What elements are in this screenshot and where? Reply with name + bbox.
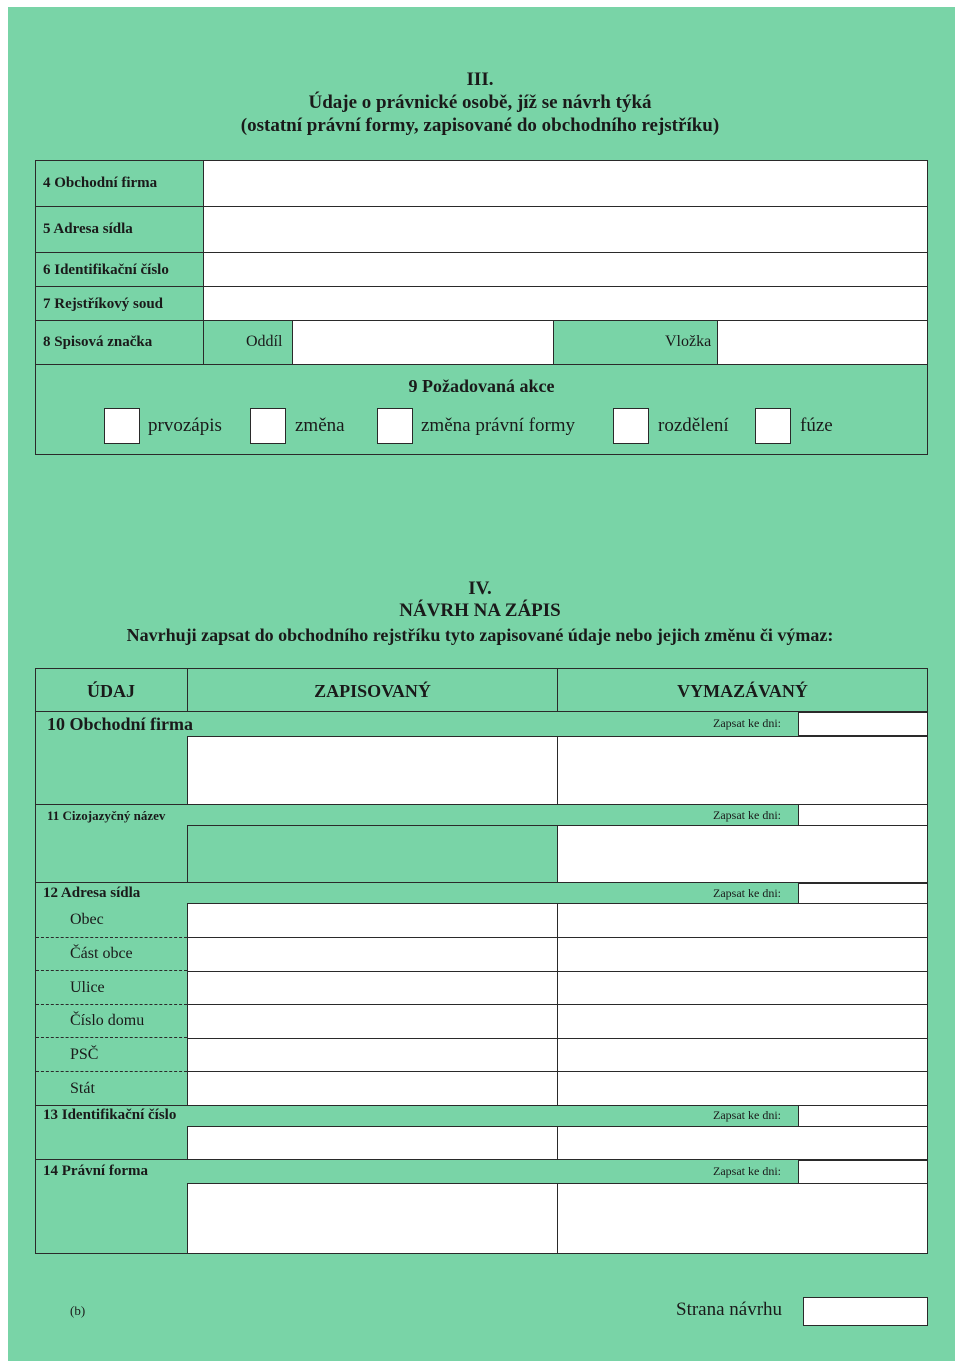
identifikacni-cislo-field[interactable] <box>204 253 927 286</box>
ulice-label: Ulice <box>70 979 105 996</box>
cast-obce-zapisovany-field[interactable] <box>187 937 558 972</box>
row-8-label: 8 Spisová značka <box>43 334 153 350</box>
form-code: (b) <box>70 1303 86 1318</box>
section-3-subtitle: (ostatní právní formy, zapisované do obchodního rejstříku) <box>240 115 720 136</box>
rozdeleni-checkbox[interactable] <box>613 408 649 444</box>
header-zapisovany: ZAPISOVANÝ <box>314 681 431 701</box>
zapsat-label-11: Zapsat ke dni: <box>713 808 781 822</box>
ulice-vymazavany-field[interactable] <box>557 971 928 1005</box>
obec-zapisovany-field[interactable] <box>187 903 558 938</box>
zapsat-date-14[interactable] <box>798 1160 928 1184</box>
zapsat-label-10: Zapsat ke dni: <box>713 716 781 730</box>
fuze-label: fúze <box>800 415 833 436</box>
vlozka-field[interactable] <box>718 321 927 364</box>
section-4-numeral: IV. <box>468 578 492 599</box>
item-13-zapisovany-field[interactable] <box>187 1126 558 1160</box>
row-5-label: 5 Adresa sídla <box>43 221 133 237</box>
item-14-zapisovany-field[interactable] <box>187 1183 558 1254</box>
row-7-label: 7 Rejstříkový soud <box>43 296 164 312</box>
stat-label: Stát <box>70 1080 95 1097</box>
item-13-vymazavany-field[interactable] <box>557 1126 928 1160</box>
obchodni-firma-field[interactable] <box>204 161 927 206</box>
section-3-numeral: III. <box>466 69 494 90</box>
cislo-domu-label: Číslo domu <box>70 1012 145 1029</box>
zmena-checkbox[interactable] <box>250 408 286 444</box>
item-11-label: 11 Cizojazyčný název <box>47 808 166 823</box>
cislo-domu-vymazavany-field[interactable] <box>557 1004 928 1039</box>
cislo-domu-zapisovany-field[interactable] <box>187 1004 558 1039</box>
header-vymazavany: VYMAZÁVANÝ <box>677 681 808 701</box>
rejstrikovy-soud-field[interactable] <box>204 287 927 320</box>
fuze-checkbox[interactable] <box>755 408 791 444</box>
zapsat-label-14: Zapsat ke dni: <box>713 1164 781 1178</box>
item-13-label: 13 Identifikační číslo <box>43 1107 177 1123</box>
psc-zapisovany-field[interactable] <box>187 1038 558 1072</box>
item-11-zapisovany-field[interactable] <box>187 825 558 883</box>
zapsat-date-10[interactable] <box>798 712 928 736</box>
item-14-label: 14 Právní forma <box>43 1163 148 1179</box>
zapsat-label-12: Zapsat ke dni: <box>713 886 781 900</box>
adresa-sidla-field[interactable] <box>204 207 927 252</box>
zapsat-label-13: Zapsat ke dni: <box>713 1108 781 1122</box>
ulice-zapisovany-field[interactable] <box>187 971 558 1005</box>
zapsat-date-12[interactable] <box>798 883 928 904</box>
obec-label: Obec <box>70 911 104 928</box>
item-10-label: 10 Obchodní firma <box>47 714 194 734</box>
page-number-label: Strana návrhu <box>676 1299 783 1320</box>
item-10-zapisovany-field[interactable] <box>187 736 558 805</box>
page-number-field[interactable] <box>803 1297 928 1326</box>
oddil-label: Oddíl <box>246 333 283 350</box>
prvozapis-label: prvozápis <box>148 415 222 436</box>
vlozka-label: Vložka <box>665 333 712 350</box>
item-11-vymazavany-field[interactable] <box>557 825 928 883</box>
item-12-label: 12 Adresa sídla <box>43 885 141 901</box>
zapsat-date-11[interactable] <box>798 804 928 826</box>
row-6-label: 6 Identifikační číslo <box>43 262 169 278</box>
section-4-intro: Navrhuji zapsat do obchodního rejstříku tyto zapisované údaje nebo jejich změnu či výmaz: <box>126 625 834 645</box>
row-4-label: 4 Obchodní firma <box>43 175 158 191</box>
item-10-vymazavany-field[interactable] <box>557 736 928 805</box>
prvozapis-checkbox[interactable] <box>104 408 140 444</box>
zmena-pravni-formy-label: změna právní formy <box>421 415 576 436</box>
section-4-title: NÁVRH NA ZÁPIS <box>399 600 561 621</box>
zmena-pravni-formy-checkbox[interactable] <box>377 408 413 444</box>
zapsat-date-13[interactable] <box>798 1105 928 1127</box>
zmena-label: změna <box>295 415 345 436</box>
item-14-vymazavany-field[interactable] <box>557 1183 928 1254</box>
stat-vymazavany-field[interactable] <box>557 1071 928 1106</box>
psc-vymazavany-field[interactable] <box>557 1038 928 1072</box>
psc-label: PSČ <box>70 1046 99 1063</box>
oddil-field[interactable] <box>293 321 553 364</box>
section-3-title: Údaje o právnické osobě, jíž se návrh týká <box>308 92 652 113</box>
stat-zapisovany-field[interactable] <box>187 1071 558 1106</box>
cast-obce-label: Část obce <box>70 945 133 962</box>
header-udaj: ÚDAJ <box>87 681 135 701</box>
obec-vymazavany-field[interactable] <box>557 903 928 938</box>
rozdeleni-label: rozdělení <box>658 415 729 436</box>
action-title: 9 Požadovaná akce <box>408 376 555 396</box>
cast-obce-vymazavany-field[interactable] <box>557 937 928 972</box>
